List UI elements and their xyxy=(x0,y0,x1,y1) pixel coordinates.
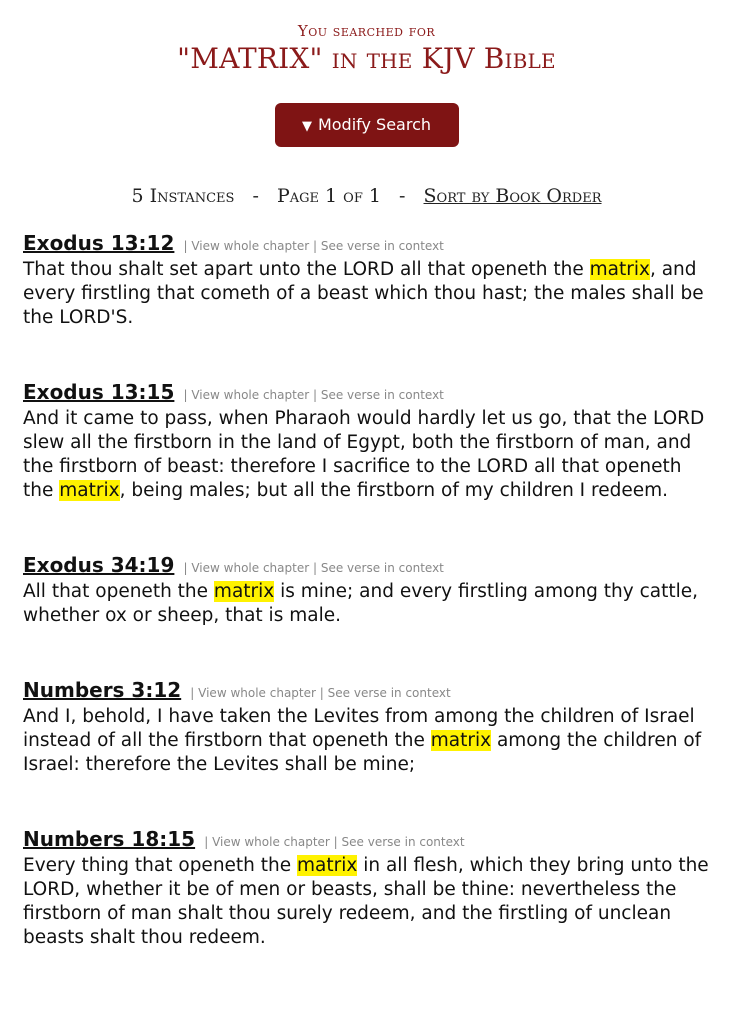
see-verse-in-context-link[interactable]: See verse in context xyxy=(320,388,444,402)
verse-text xyxy=(23,580,710,628)
verse-text-after: is mine; and every firstling among thy cattle, whether ox or sheep, that is male. xyxy=(23,581,699,626)
see-verse-in-context-link[interactable]: See verse in context xyxy=(341,835,465,849)
view-whole-chapter-link[interactable]: View whole chapter xyxy=(198,686,316,700)
verse-text xyxy=(23,854,710,950)
verse-text-before: Every thing that openeth the xyxy=(23,855,298,876)
modify-search-label: Modify Search xyxy=(317,115,432,134)
verse-reference-link[interactable]: Exodus 13:15 xyxy=(23,380,175,404)
meta-separator: | xyxy=(333,835,338,849)
verse-reference-link[interactable]: Numbers 3:12 xyxy=(23,678,182,702)
meta-separator: | xyxy=(190,686,195,700)
page-indicator: Page 1 of 1 xyxy=(276,185,381,207)
search-match-highlight: matrix xyxy=(213,581,275,602)
search-match-highlight: matrix xyxy=(430,730,492,751)
verse-result xyxy=(23,231,710,330)
page-header xyxy=(0,0,733,75)
search-match-highlight: matrix xyxy=(297,855,358,876)
see-verse-in-context-link[interactable]: See verse in context xyxy=(320,239,444,253)
triangle-down-icon: ▼ xyxy=(301,119,312,134)
meta-separator: | xyxy=(183,239,188,253)
see-verse-in-context-link[interactable]: See verse in context xyxy=(327,686,451,700)
verse-text-before: All that openeth the xyxy=(23,581,214,602)
view-whole-chapter-link[interactable]: View whole chapter xyxy=(191,561,310,575)
see-verse-in-context-link[interactable]: See verse in context xyxy=(320,561,444,575)
view-whole-chapter-link[interactable]: View whole chapter xyxy=(212,835,330,849)
verse-text-after: , and every firstling that cometh of a beast which thou hast; the males shall be the LORD'S. xyxy=(23,259,704,328)
verse-text xyxy=(23,407,710,503)
search-match-highlight: matrix xyxy=(589,259,650,280)
verse-text-before: That thou shalt set apart unto the LORD all that openeth the xyxy=(23,259,590,280)
verse-reference-link[interactable]: Exodus 34:19 xyxy=(23,553,175,577)
verse-text xyxy=(23,258,710,330)
meta-separator: | xyxy=(183,561,188,575)
verse-reference-link[interactable]: Exodus 13:12 xyxy=(23,231,175,255)
view-whole-chapter-link[interactable]: View whole chapter xyxy=(191,388,310,402)
view-whole-chapter-link[interactable]: View whole chapter xyxy=(191,239,310,253)
results-list xyxy=(0,231,733,950)
verse-result xyxy=(23,827,710,950)
meta-separator: | xyxy=(312,388,318,402)
verse-result xyxy=(23,553,710,628)
verse-text-after: , being males; but all the firstborn of my children I redeem. xyxy=(119,480,669,501)
search-pre-title: You searched for xyxy=(297,22,436,40)
page-title: "MATRIX" in the KJV Bible xyxy=(177,42,556,75)
sort-link[interactable]: Sort by Book Order xyxy=(423,185,602,207)
verse-text-before: And it came to pass, when Pharaoh would hardly let us go, that the LORD slew all the firstborn in the land of Egypt, both the firstborn of man, and the firstborn of beast: therefore I sacrifice to the LORD all that openeth the xyxy=(23,408,705,501)
search-match-highlight: matrix xyxy=(59,480,120,501)
verse-text-before: And I, behold, I have taken the Levites from among the children of Israel instead of all the firstborn that openeth the xyxy=(23,706,695,751)
stats-separator: - xyxy=(399,185,406,207)
meta-separator: | xyxy=(183,388,188,402)
meta-separator: | xyxy=(204,835,209,849)
instance-count: 5 Instances xyxy=(131,185,235,207)
verse-text-after: in all flesh, which they bring unto the LORD, whether it be of men or beasts, shall be thine: nevertheless the firstborn of man shalt thou surely redeem, and the firstling of unclean beasts shalt thou redeem. xyxy=(23,855,709,948)
verse-result xyxy=(23,380,710,503)
meta-separator: | xyxy=(312,239,318,253)
verse-text xyxy=(23,705,710,777)
modify-search-button[interactable] xyxy=(275,103,459,147)
stats-separator: - xyxy=(252,185,259,207)
verse-text-after: among the children of Israel: therefore the Levites shall be mine; xyxy=(23,730,702,775)
verse-result xyxy=(23,678,710,777)
meta-separator: | xyxy=(319,686,324,700)
meta-separator: | xyxy=(312,561,318,575)
verse-reference-link[interactable]: Numbers 18:15 xyxy=(23,827,196,851)
result-stats xyxy=(0,185,733,207)
